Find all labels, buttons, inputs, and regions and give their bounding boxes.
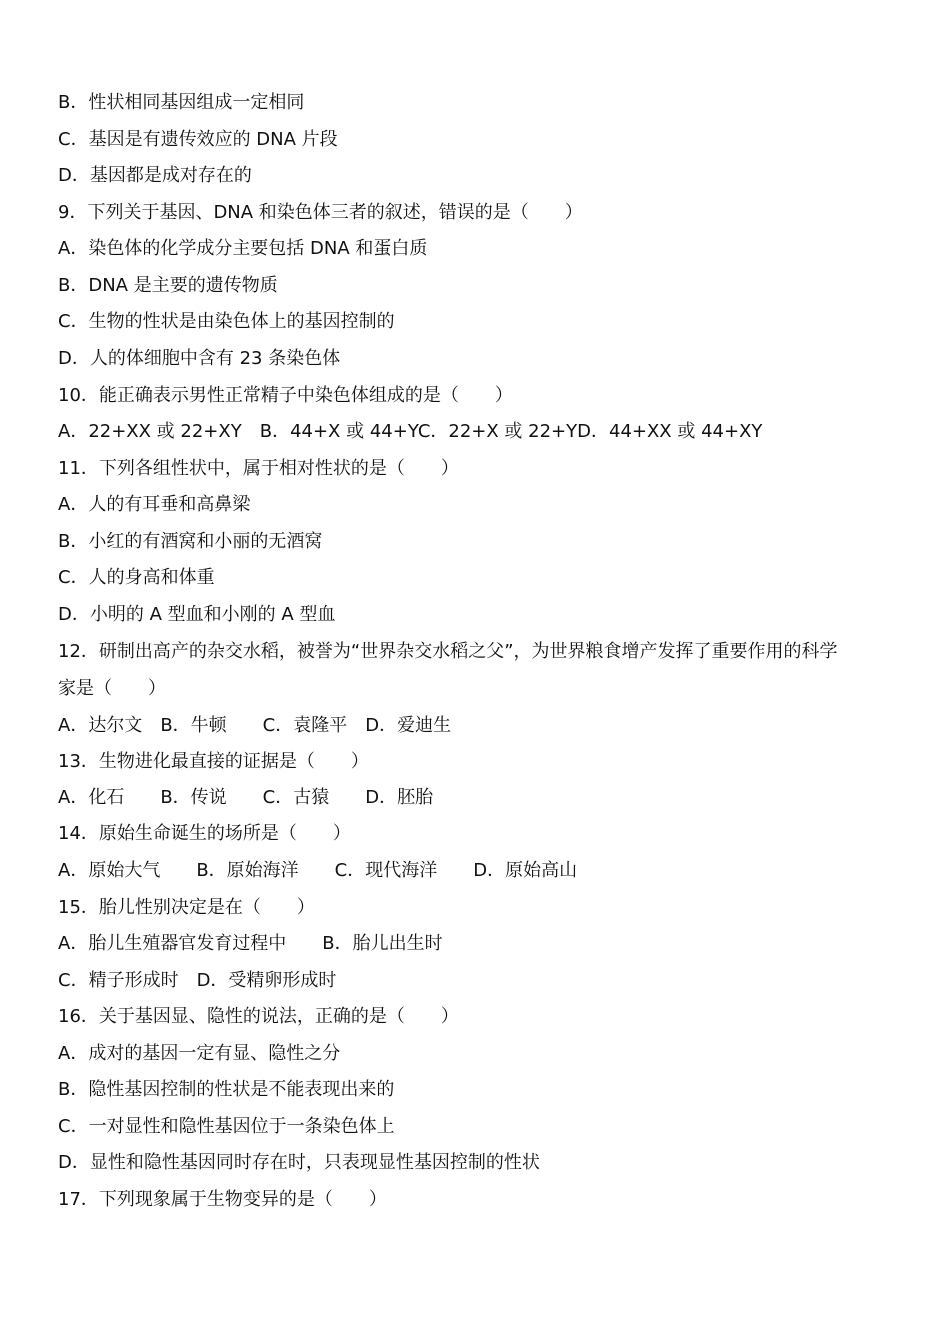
question-12: 12．研制出高产的杂交水稻，被誉为“世界杂交水稻之父”，为世界粮食增产发挥了重要作用的科学 [58, 641, 838, 662]
option-9b: B．DNA 是主要的遗传物质 [58, 275, 278, 296]
option-16a: A．成对的基因一定有显、隐性之分 [58, 1043, 341, 1064]
question-12-cont: 家是（ ） [58, 678, 166, 699]
options-13: A．化石 B．传说 C．古猿 D．胚胎 [58, 787, 434, 808]
question-11: 11．下列各组性状中，属于相对性状的是（ ） [58, 458, 459, 479]
options-15-cd: C．精子形成时 D．受精卵形成时 [58, 970, 337, 991]
question-14: 14．原始生命诞生的场所是（ ） [58, 823, 351, 844]
options-15-ab: A．胎儿生殖器官发育过程中 B．胎儿出生时 [58, 933, 443, 954]
question-9: 9．下列关于基因、DNA 和染色体三者的叙述，错误的是（ ） [58, 202, 583, 223]
question-10: 10．能正确表示男性正常精子中染色体组成的是（ ） [58, 385, 513, 406]
option-11b: B．小红的有酒窝和小丽的无酒窝 [58, 531, 323, 552]
option-9c: C．生物的性状是由染色体上的基因控制的 [58, 311, 395, 332]
question-17: 17．下列现象属于生物变异的是（ ） [58, 1189, 387, 1210]
options-10: A．22+XX 或 22+XY B．44+X 或 44+YC．22+X 或 22+YD．44+XX 或 44+XY [58, 421, 763, 442]
option-8d: D．基因都是成对存在的 [58, 165, 252, 186]
option-16b: B．隐性基因控制的性状是不能表现出来的 [58, 1079, 395, 1100]
question-15: 15．胎儿性别决定是在（ ） [58, 897, 315, 918]
options-14: A．原始大气 B．原始海洋 C．现代海洋 D．原始高山 [58, 860, 578, 881]
question-13: 13．生物进化最直接的证据是（ ） [58, 751, 369, 772]
option-9d: D．人的体细胞中含有 23 条染色体 [58, 348, 341, 369]
option-16c: C．一对显性和隐性基因位于一条染色体上 [58, 1116, 395, 1137]
options-12: A．达尔文 B．牛顿 C．袁隆平 D．爱迪生 [58, 715, 452, 736]
option-9a: A．染色体的化学成分主要包括 DNA 和蛋白质 [58, 238, 428, 259]
option-11a: A．人的有耳垂和高鼻梁 [58, 494, 251, 515]
option-8c: C．基因是有遗传效应的 DNA 片段 [58, 129, 338, 150]
option-16d: D．显性和隐性基因同时存在时，只表现显性基因控制的性状 [58, 1152, 540, 1173]
option-8b: B．性状相同基因组成一定相同 [58, 92, 305, 113]
option-11d: D．小明的 A 型血和小刚的 A 型血 [58, 604, 336, 625]
option-11c: C．人的身高和体重 [58, 567, 215, 588]
question-16: 16．关于基因显、隐性的说法，正确的是（ ） [58, 1006, 459, 1027]
